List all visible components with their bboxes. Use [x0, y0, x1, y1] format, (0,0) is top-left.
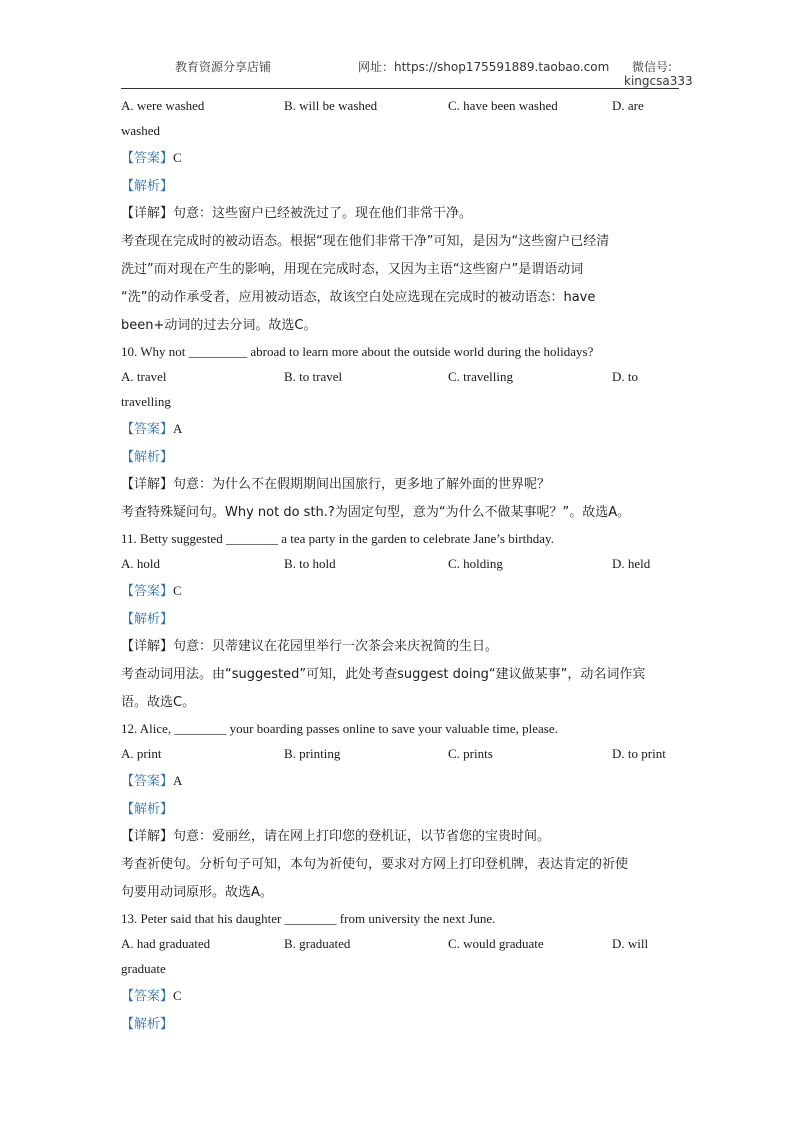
q9-option-d: D. are — [612, 98, 644, 113]
q13-analysis-tag — [121, 1011, 681, 1039]
q11-option-a: A. hold — [121, 556, 160, 571]
header-shop-name: 教育资源分享店铺 — [175, 60, 272, 74]
q9-explain-line-4: been+动词的过去分词。故选C。 — [121, 318, 317, 333]
q13-stem: 13. Peter said that his daughter ________ from university the next June. — [121, 911, 496, 926]
q10-option-wrap: travelling — [121, 394, 171, 409]
analysis-tag: 【解析】 — [121, 179, 174, 194]
q13-option-wrap: graduate — [121, 961, 166, 976]
q9-option-c: C. have been washed — [448, 98, 558, 113]
q11-explain-line-1: 考查动词用法。由“suggested”可知，此处考查suggest doing“建议做某事”，动名词作宾 — [121, 667, 646, 682]
q12-option-b: B. printing — [284, 746, 341, 761]
q9-explain-line-1: 考查现在完成时的被动语态。根据“现在他们非常干净”可知，是因为“这些窗户已经清 — [121, 234, 610, 249]
q10-option-a: A. travel — [121, 369, 167, 384]
q13-option-a: A. had graduated — [121, 936, 211, 951]
q13-options — [121, 933, 681, 958]
q9-answer — [121, 145, 681, 173]
q10-option-d: D. to — [612, 369, 638, 384]
q12-option-d: D. to print — [612, 746, 666, 761]
q10-options — [121, 366, 681, 391]
answer-tag: 【答案】 — [121, 422, 174, 437]
q12-option-c: C. prints — [448, 746, 493, 761]
header-wechat-label: 微信号: — [632, 60, 673, 74]
q10-answer — [121, 416, 681, 444]
document-body — [121, 95, 681, 1039]
q11-explain-line-2: 语。故选C。 — [121, 695, 196, 710]
q9-explain-line-3: “洗”的动作承受者，应用被动语态，故该空白处应选现在完成时的被动语态：have — [121, 290, 596, 305]
q12-options — [121, 743, 681, 768]
q10-option-c: C. travelling — [448, 369, 513, 384]
analysis-tag: 【解析】 — [121, 450, 174, 465]
q10-explain-line-1: 考查特殊疑问句。Why not do sth.?为固定句型，意为“为什么不做某事呢？”。故选A。 — [121, 505, 631, 520]
q11-option-b: B. to hold — [284, 556, 336, 571]
q13-option-b: B. graduated — [284, 936, 351, 951]
analysis-tag: 【解析】 — [121, 612, 174, 627]
q10-answer-value: A — [173, 421, 183, 436]
answer-tag: 【答案】 — [121, 774, 174, 789]
q9-options — [121, 95, 681, 120]
q9-answer-value: C — [173, 150, 182, 165]
analysis-tag: 【解析】 — [121, 802, 174, 817]
q12-explain-line-1: 考查祈使句。分析句子可知，本句为祈使句，要求对方网上打印登机牌，表达肯定的祈使 — [121, 857, 629, 872]
q12-stem: 12. Alice, ________ your boarding passes online to save your valuable time, please. — [121, 721, 558, 736]
header-rule — [121, 88, 679, 89]
q12-answer — [121, 768, 681, 796]
answer-tag: 【答案】 — [121, 584, 174, 599]
q10-stem: 10. Why not _________ abroad to learn more about the outside world during the holidays? — [121, 344, 594, 359]
answer-tag: 【答案】 — [121, 989, 174, 1004]
q9-explain-line-2: 洗过”而对现在产生的影响，用现在完成时态，又因为主语“这些窗户”是谓语动词 — [121, 262, 584, 277]
q9-detail: 【详解】句意：这些窗户已经被洗过了。现在他们非常干净。 — [121, 206, 473, 221]
q10-detail: 【详解】句意：为什么不在假期期间出国旅行，更多地了解外面的世界呢？ — [121, 477, 551, 492]
answer-tag: 【答案】 — [121, 151, 174, 166]
q11-stem: 11. Betty suggested ________ a tea party in the garden to celebrate Jane’s birthday. — [121, 531, 554, 546]
analysis-tag: 【解析】 — [121, 1017, 174, 1032]
q13-option-c: C. would graduate — [448, 936, 544, 951]
q11-option-c: C. holding — [448, 556, 503, 571]
q9-analysis-tag — [121, 173, 681, 201]
q12-detail: 【详解】句意：爱丽丝，请在网上打印您的登机证，以节省您的宝贵时间。 — [121, 829, 551, 844]
q10-option-b: B. to travel — [284, 369, 343, 384]
q9-option-wrap: washed — [121, 123, 160, 138]
header-url: 网址：https://shop175591889.taobao.com — [358, 60, 610, 74]
q11-answer — [121, 578, 681, 606]
q11-detail: 【详解】句意：贝蒂建议在花园里举行一次茶会来庆祝简的生日。 — [121, 639, 499, 654]
q12-option-a: A. print — [121, 746, 162, 761]
q13-answer — [121, 983, 681, 1011]
q12-explain-line-2: 句要用动词原形。故选A。 — [121, 885, 273, 900]
header-wechat-id: kingcsa333 — [624, 74, 693, 88]
q11-analysis-tag — [121, 606, 681, 634]
q10-analysis-tag — [121, 444, 681, 472]
q9-option-b: B. will be washed — [284, 98, 378, 113]
q12-answer-value: A — [173, 773, 183, 788]
q11-options — [121, 553, 681, 578]
q11-option-d: D. held — [612, 556, 651, 571]
q11-answer-value: C — [173, 583, 182, 598]
q13-answer-value: C — [173, 988, 182, 1003]
q13-option-d: D. will — [612, 936, 649, 951]
q12-analysis-tag — [121, 796, 681, 824]
q9-option-a: A. were washed — [121, 98, 205, 113]
